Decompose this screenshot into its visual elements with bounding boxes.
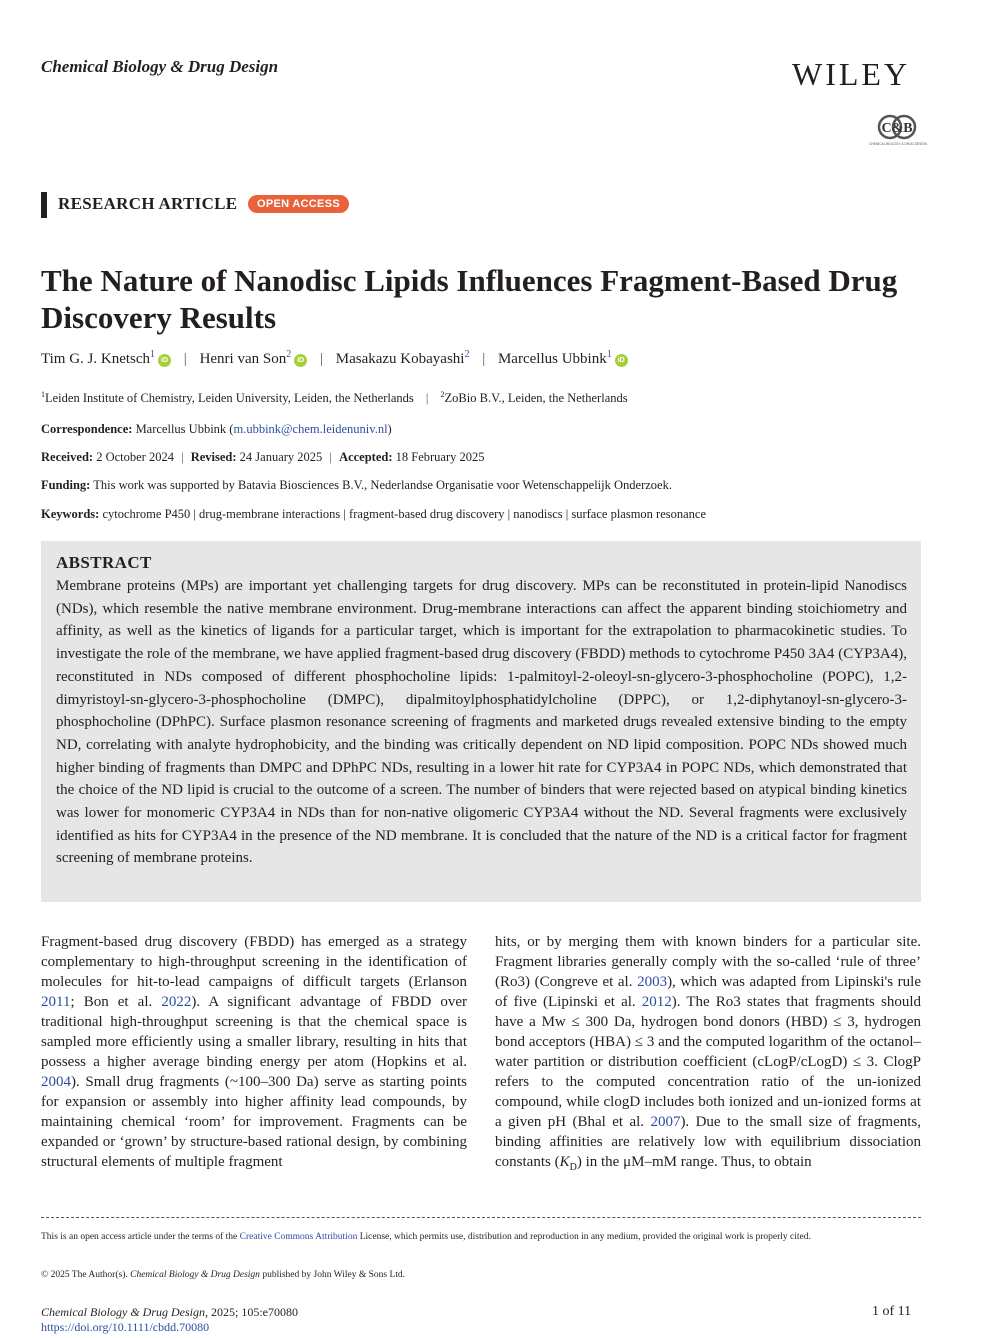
affiliation-mark[interactable]: 1 xyxy=(606,349,612,360)
page-number: 1 of 11 xyxy=(872,1304,912,1319)
citation-link[interactable]: 2022 xyxy=(161,994,192,1010)
author-separator: | xyxy=(482,351,486,367)
license-text: License, which permits use, distribution and reproduction in any medium, provided the original work is properly cited. xyxy=(357,1232,811,1242)
article-type: RESEARCH ARTICLE xyxy=(58,194,238,213)
correspondence-email-link[interactable]: m.ubbink@chem.leidenuniv.nl xyxy=(233,422,388,436)
copyright-journal: Chemical Biology & Drug Design xyxy=(130,1270,260,1280)
copyright-text: published by John Wiley & Sons Ltd. xyxy=(259,1270,406,1280)
footer-doi xyxy=(41,1320,209,1335)
doi-link[interactable]: https://doi.org/10.1111/cbdd.70080 xyxy=(41,1320,210,1334)
date-separator: | xyxy=(329,450,332,464)
article-dates xyxy=(41,450,485,465)
affiliation-text: ZoBio B.V., Leiden, the Netherlands xyxy=(444,391,628,406)
author-name[interactable]: Masakazu Kobayashi xyxy=(335,351,465,367)
body-text: ) in the μM–mM range. Thus, to obtain xyxy=(576,1154,812,1170)
date-separator: | xyxy=(181,450,184,464)
author-name[interactable]: Henri van Son xyxy=(199,351,287,367)
affiliation-mark[interactable]: 2 xyxy=(286,349,292,360)
abstract-body: Membrane proteins (MPs) are important yet challenging targets for drug discovery. MPs can be reconstituted in protein-lipid Nanodiscs (NDs), which resemble the native membrane environment. Drug-membrane interactions can affect the apparent binding stoichiometry and affinity, as well as the kinetics of ligands for a particular target, which is important for the extrapolation to pharmacokinetic studies. To investigate the role of the membrane, we have applied fragment-based drug discovery (FBDD) methods to cytochrome P450 3A4 (CYP3A4), reconstituted in NDs composed of different phosphocholine lipids: 1-palmitoyl-2-oleoyl-sn-glycero-3-phosphocholine (POPC), 1,2-dimyristoyl-sn-glycero-3-phosphocholine (DMPC), dipalmitoylphosphatidylcholine (DPPC), or 1,2-diphytanoyl-sn-glycero-3-phosphocholine (DPhPC). Surface plasmon resonance screening of fragments and marketed drugs revealed extensive binding to the empty ND, correlating with analyte hydrophobicity, and the binding was critically dependent on ND lipid composition. POPC NDs showed much higher binding of fragments than DMPC and DPhPC NDs, resulting in a lower hit rate for CYP3A4 in POPC NDs, which demonstrated that the choice of the ND lipid is crucial to the outcome of a screen. The number of binders that were rejected based on atypical binding kinetics was lower for monomeric CYP3A4 in NDs than for non-native oligomeric CYP3A4 without the ND. Several fragments were exclusively identified as hits for CYP3A4 in the presence of the ND membrane. It is concluded that the nature of the ND is a critical factor for fragment screening of membrane proteins. xyxy=(56,578,907,867)
footer-citation xyxy=(41,1305,298,1320)
body-text: ). A significant advantage of FBDD over traditional high-throughput screening is that the chemical space is sampled more efficiently using a smaller library, resulting in hits that possess a higher average binding energy per atom (Hopkins et al. xyxy=(41,994,468,1070)
body-text: Fragment-based drug discovery (FBDD) has emerged as a strategy complementary to high-throughput screening in the identification of molecules for hit-to-lead campaigns of difficult targets (Erlanson xyxy=(41,934,467,990)
kd-subscript: D xyxy=(569,1162,577,1173)
accepted-date: 18 February 2025 xyxy=(395,450,485,464)
affiliation-number: 1 xyxy=(41,390,45,399)
author-list xyxy=(41,349,628,368)
citation-link[interactable]: 2011 xyxy=(41,994,71,1010)
citation-link[interactable]: 2003 xyxy=(637,974,668,990)
license-note xyxy=(41,1229,921,1246)
affiliation-number: 2 xyxy=(440,390,445,399)
citation-link[interactable]: 2007 xyxy=(650,1114,681,1130)
journal-logo-text: C&B xyxy=(881,121,913,136)
citation-link[interactable]: 2012 xyxy=(641,994,672,1010)
author-separator: | xyxy=(319,351,323,367)
revised-date: 24 January 2025 xyxy=(239,450,323,464)
journal-logo-subtext: CHEMICAL BIOLOGY & DRUG DESIGN xyxy=(869,142,927,146)
publisher-logo: WILEY xyxy=(792,56,911,92)
body-column-left xyxy=(41,932,467,1172)
affiliation-mark[interactable]: 1 xyxy=(150,349,156,360)
affiliation-separator: | xyxy=(425,391,429,406)
article-type-bar xyxy=(41,192,47,218)
funding-text: This work was supported by Batavia Biosciences B.V., Nederlandse Organisatie voor Wetenschappelijk Onderzoek. xyxy=(93,478,672,492)
accepted-label: Accepted: xyxy=(339,450,393,464)
orcid-icon[interactable]: iD xyxy=(615,354,628,367)
journal-name: Chemical Biology & Drug Design xyxy=(41,57,279,76)
copyright-note xyxy=(41,1270,405,1280)
journal-logo xyxy=(869,113,927,147)
funding xyxy=(41,478,672,493)
author-name[interactable]: Marcellus Ubbink xyxy=(497,351,607,367)
received-label: Received: xyxy=(41,450,94,464)
body-text: ). Due to the small size of fragments, binding affinities are relatively low with equilibrium dissociation constants ( xyxy=(495,1114,921,1170)
revised-label: Revised: xyxy=(190,450,237,464)
correspondence-name: Marcellus Ubbink xyxy=(135,422,227,436)
abstract-heading: ABSTRACT xyxy=(56,553,152,572)
author-separator: | xyxy=(183,351,187,367)
body-text: ). Small drug fragments (~100–300 Da) serve as starting points for expansion or assembly into higher affinity lead compounds, by maintaining chemical ‘room’ for improvement. Fragments can be expanded or ‘grown’ by structure-based rational design, by combining structural elements of multiple fragment xyxy=(41,1074,467,1170)
body-text: ), which was adapted from Lipinski's rule of five (Lipinski et al. xyxy=(495,974,921,1010)
orcid-icon[interactable]: iD xyxy=(158,354,171,367)
body-text: hits, or by merging them with known binders for a particular site. Fragment libraries generally comply with the so-called ‘rule of three’ (Ro3) (Congreve et al. xyxy=(495,934,921,990)
open-access-badge: OPEN ACCESS xyxy=(248,195,349,213)
keywords xyxy=(41,507,706,522)
citation-link[interactable]: 2004 xyxy=(41,1074,71,1090)
keywords-text: cytochrome P450 | drug-membrane interactions | fragment-based drug discovery | nanodiscs | surface plasmon resonance xyxy=(102,507,707,521)
author-name[interactable]: Tim G. J. Knetsch xyxy=(41,351,151,367)
license-text: This is an open access article under the terms of the xyxy=(41,1232,240,1242)
footer-divider xyxy=(41,1217,921,1218)
keywords-label: Keywords: xyxy=(41,507,100,521)
orcid-icon[interactable]: iD xyxy=(294,354,307,367)
affiliation-text: Leiden Institute of Chemistry, Leiden University, Leiden, the Netherlands xyxy=(45,391,414,406)
correspondence-label: Correspondence: xyxy=(41,422,133,436)
copyright-text: © 2025 The Author(s). xyxy=(41,1270,131,1280)
body-text: ; Bon et al. xyxy=(70,994,162,1010)
article-title: The Nature of Nanodisc Lipids Influences Fragment-Based Drug Discovery Results xyxy=(41,263,898,335)
received-date: 2 October 2024 xyxy=(96,450,174,464)
body-text: ). The Ro3 states that fragments should have a Mw ≤ 300 Da, hydrogen bond donors (HBD) ≤ 3, hydrogen bond acceptors (HBA) ≤ 3 and the computed logarithm of the octanol–water partition or distribution coefficient (cLogP/cLogD) ≤ 3. ClogP refers to the computed concentration ratio of the un-ionized compound, while clogD includes both ionized and un-ionized forms at a given pH (Bhal et al. xyxy=(495,994,921,1130)
funding-label: Funding: xyxy=(41,478,91,492)
footer-volume: 2025; 105:e70080 xyxy=(207,1305,298,1319)
footer-journal-name: Chemical Biology & Drug Design, xyxy=(41,1305,208,1319)
license-link[interactable]: Creative Commons Attribution xyxy=(239,1232,358,1242)
kd-symbol: K xyxy=(559,1154,570,1170)
body-column-right xyxy=(495,932,921,1178)
affiliations xyxy=(41,390,628,406)
correspondence: Correspondence: Marcellus Ubbink (m.ubbink@chem.leidenuniv.nl) xyxy=(41,422,392,436)
affiliation-mark[interactable]: 2 xyxy=(464,349,470,360)
